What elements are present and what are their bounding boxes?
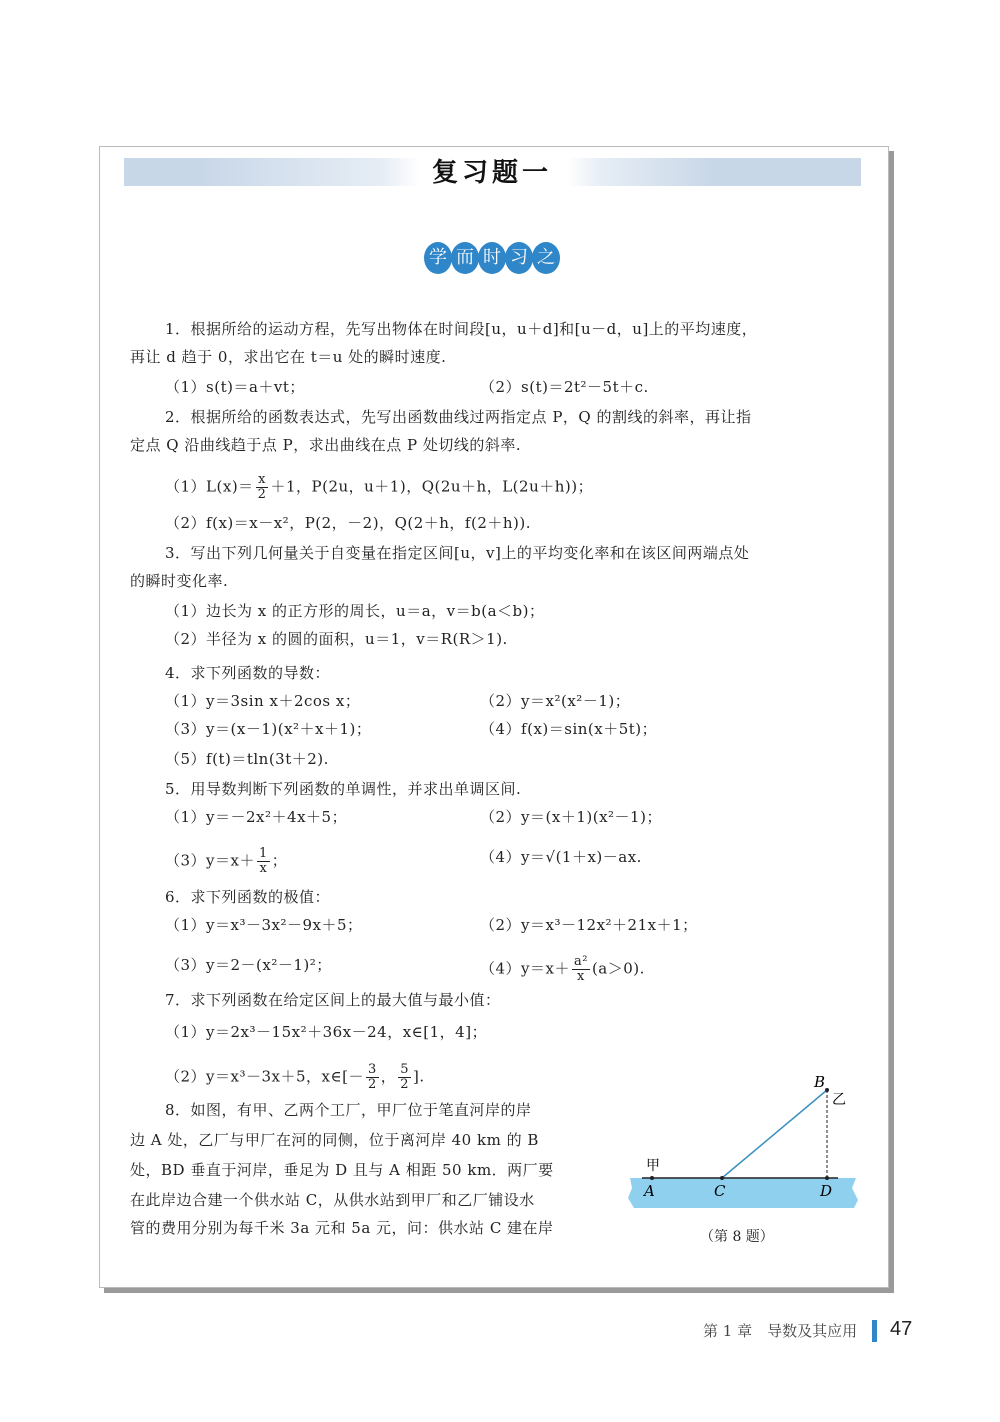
- fraction: [572, 955, 590, 984]
- label-d: D: [820, 1182, 833, 1200]
- text-line: （1）y＝－2x²＋4x＋5；: [165, 808, 348, 826]
- text-line: 4．求下列函数的导数：: [165, 664, 331, 682]
- text-line: （2）s(t)＝2t²－5t＋c.: [480, 378, 649, 396]
- point-a: [650, 1176, 654, 1180]
- badge-char: 时: [478, 242, 506, 274]
- text: ＋1，P(2u，u＋1)，Q(2u＋h，L(2u＋h))；: [270, 477, 594, 496]
- text-line: 处，BD 垂直于河岸，垂足为 D 且与 A 相距 50 km．两厂要: [130, 1161, 554, 1179]
- denominator: 2: [400, 1077, 410, 1092]
- text-line: （1）y＝x³－3x²－9x＋5；: [165, 916, 363, 934]
- denominator: 2: [257, 487, 267, 502]
- text-line: （2）y＝(x＋1)(x²－1)；: [480, 808, 662, 826]
- text-line: （2）半径为 x 的圆的面积，u＝1，v＝R(R＞1).: [165, 630, 508, 648]
- text-line: （4）y＝√(1＋x)－ax.: [480, 848, 642, 866]
- text-line: 管的费用分别为每千米 3a 元和 5a 元，问：供水站 C 建在岸: [130, 1219, 554, 1237]
- page-title: 复习题一: [418, 153, 566, 193]
- text-line: （5）f(t)＝tln(3t＋2).: [165, 750, 329, 768]
- section-badge: [424, 242, 559, 274]
- text-line: 在此岸边合建一个供水站 C，从供水站到甲厂和乙厂铺设水: [130, 1191, 535, 1209]
- fraction: [398, 1063, 411, 1092]
- text-line: 7．求下列函数在给定区间上的最大值与最小值：: [165, 991, 501, 1009]
- denominator: x: [577, 969, 585, 984]
- numerator: 3: [367, 1062, 377, 1077]
- fraction: [256, 473, 269, 502]
- label-a: A: [644, 1182, 655, 1200]
- text-line: 的瞬时变化率.: [130, 572, 229, 590]
- text-line: （2）f(x)＝x－x²，P(2，－2)，Q(2＋h，f(2＋h)).: [165, 514, 532, 532]
- q5-sub3: [165, 847, 287, 876]
- denominator: 2: [367, 1077, 377, 1092]
- text: ，: [380, 1067, 397, 1086]
- text-line: （1）边长为 x 的正方形的周长，u＝a，v＝b(a＜b)；: [165, 602, 545, 620]
- q6-sub4: [480, 955, 645, 984]
- chapter-footer: 第 1 章 导数及其应用: [703, 1322, 858, 1340]
- text-line: （3）y＝2－(x²－1)²；: [165, 956, 332, 974]
- text-line: （3）y＝(x－1)(x²＋x＋1)；: [165, 720, 372, 738]
- point-c: [720, 1176, 724, 1180]
- text-line: （2）y＝x³－12x²＋21x＋1；: [480, 916, 698, 934]
- fraction: [257, 847, 270, 876]
- text: （2）y＝x³－3x＋5，x∈[－: [165, 1067, 364, 1086]
- label-yi: 乙: [832, 1092, 846, 1108]
- text-line: 3．写出下列几何量关于自变量在指定区间[u，v]上的平均变化率和在该区间两端点处: [165, 544, 750, 562]
- numerator: x: [256, 473, 269, 488]
- footer-accent-bar: [872, 1320, 877, 1342]
- denominator: x: [259, 861, 268, 876]
- page-number: 47: [890, 1318, 913, 1340]
- label-c: C: [714, 1182, 726, 1200]
- label-b: B: [814, 1073, 826, 1091]
- text-line: （1）s(t)＝a＋vt；: [165, 378, 305, 396]
- figure-caption: （第 8 题）: [700, 1229, 774, 1245]
- text-line: （1）y＝3sin x＋2cos x；: [165, 692, 361, 710]
- point-b: [825, 1088, 829, 1092]
- text-line: 定点 Q 沿曲线趋于点 P，求出曲线在点 P 处切线的斜率.: [130, 436, 522, 454]
- text-line: 8．如图，有甲、乙两个工厂，甲厂位于笔直河岸的岸: [165, 1101, 532, 1119]
- badge-char: 而: [451, 242, 479, 274]
- figure-8-diagram: [626, 1070, 866, 1215]
- text-line: 再让 d 趋于 0，求出它在 t＝u 处的瞬时速度.: [130, 348, 447, 366]
- text-line: 5．用导数判断下列函数的单调性，并求出单调区间.: [165, 780, 522, 798]
- text-line: 6．求下列函数的极值：: [165, 888, 331, 906]
- text: （1）L(x)＝: [165, 477, 254, 496]
- text-line: 边 A 处，乙厂与甲厂在河的同侧，位于离河岸 40 km 的 B: [130, 1131, 539, 1149]
- badge-char: 学: [424, 242, 452, 274]
- text: ].: [413, 1067, 425, 1086]
- text: (a＞0).: [591, 959, 645, 978]
- numerator: a²: [573, 954, 588, 969]
- text-line: （2）y＝x²(x²－1)；: [480, 692, 631, 710]
- text-line: 1．根据所给的运动方程，先写出物体在时间段[u，u＋d]和[u－d，u]上的平均速度，: [165, 320, 758, 338]
- label-jia: 甲: [646, 1158, 660, 1174]
- q7-sub2: [165, 1063, 425, 1092]
- q2-sub1: [165, 473, 593, 502]
- text: ；: [271, 851, 288, 870]
- badge-char: 习: [505, 242, 533, 274]
- text-line: （1）y＝2x³－15x²＋36x－24，x∈[1，4]；: [165, 1023, 488, 1041]
- text: （4）y＝x＋: [480, 959, 570, 978]
- text-line: 2．根据所给的函数表达式，先写出函数曲线过两指定点 P，Q 的割线的斜率，再让指: [165, 408, 752, 426]
- numerator: 1: [258, 846, 268, 861]
- pipe-cb: [722, 1090, 827, 1178]
- text: （3）y＝x＋: [165, 851, 255, 870]
- text-line: （4）f(x)＝sin(x＋5t)；: [480, 720, 658, 738]
- numerator: 5: [400, 1062, 410, 1077]
- badge-char: 之: [532, 242, 560, 274]
- fraction: [366, 1063, 379, 1092]
- point-d: [825, 1176, 829, 1180]
